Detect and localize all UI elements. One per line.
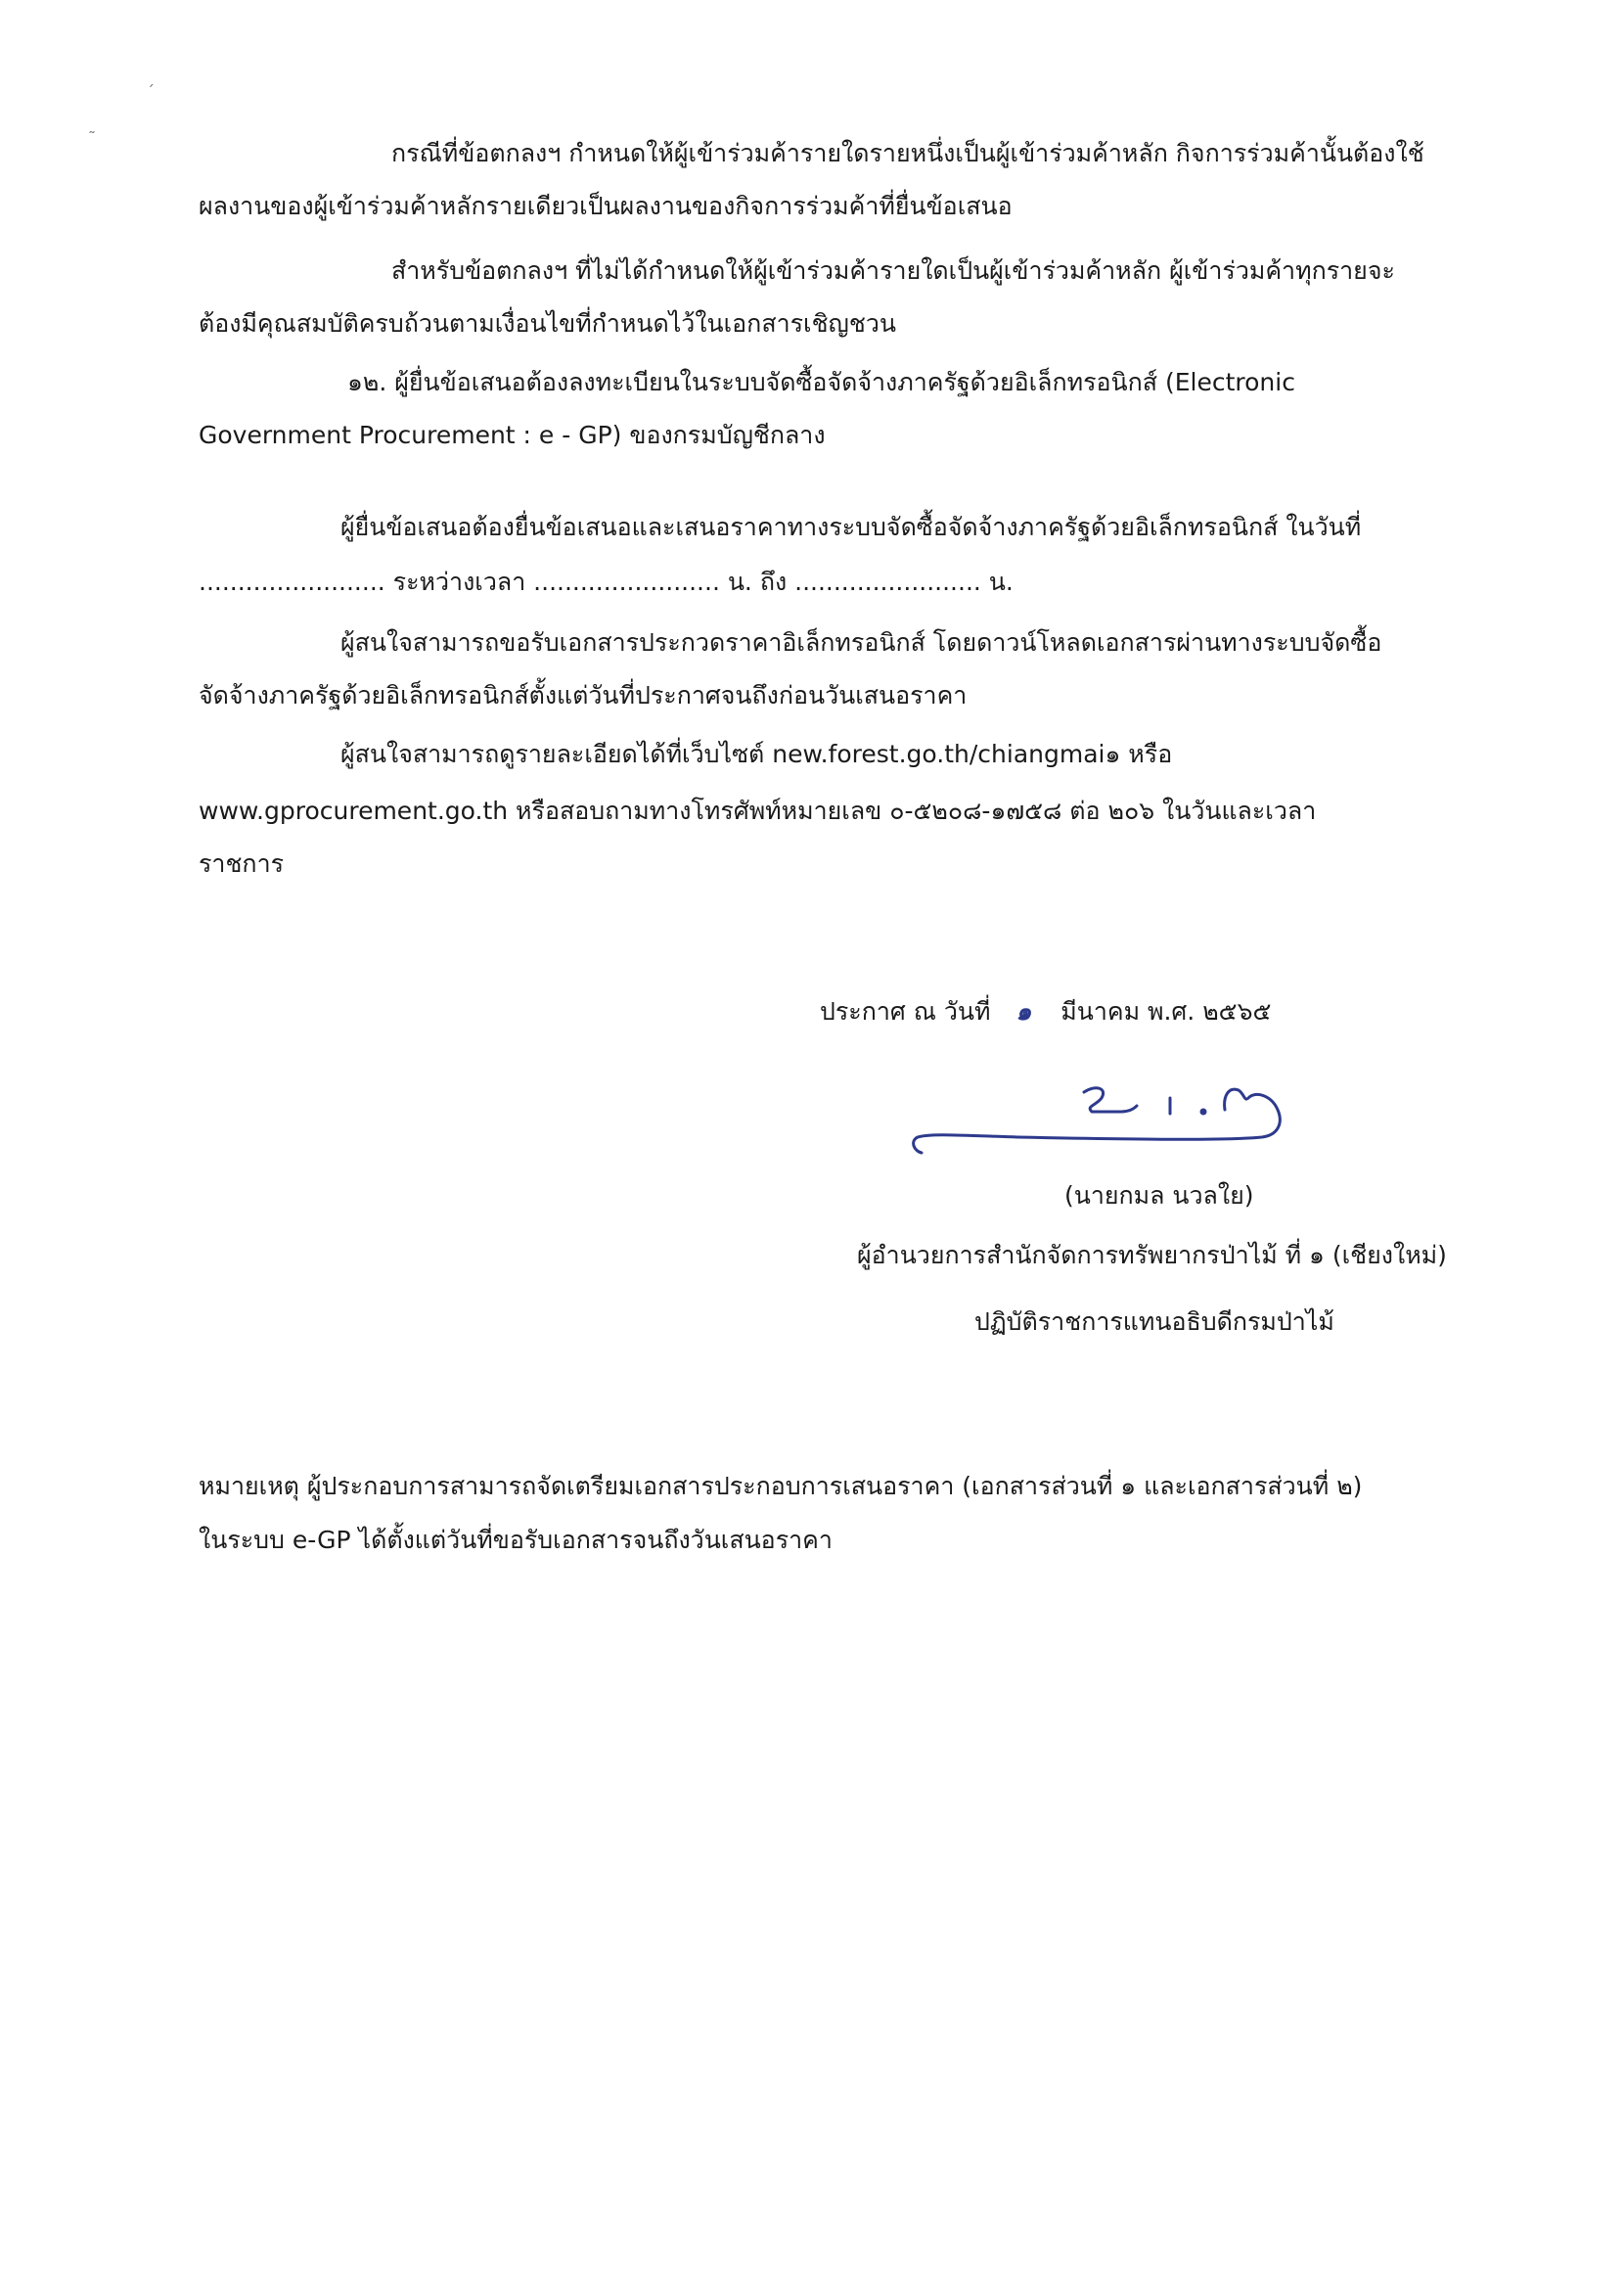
scan-speck: ˊ bbox=[147, 82, 155, 101]
signatory-name: (นายกมล นวลใย) bbox=[1064, 1181, 1254, 1210]
announce-suffix: มีนาคม พ.ศ. ๒๕๖๕ bbox=[1060, 997, 1272, 1026]
para2-line2: ต้องมีคุณสมบัติครบถ้วนตามเงื่อนไขที่กำหนดไว้ในเอกสารเชิญชวน bbox=[199, 309, 896, 338]
para4-line1: ผู้ยื่นข้อเสนอต้องยื่นข้อเสนอและเสนอราคาทางระบบจัดซื้อจัดจ้างภาครัฐด้วยอิเล็กทรอนิกส์ ในวันที่ bbox=[340, 513, 1362, 541]
signature-stroke bbox=[1084, 1088, 1137, 1112]
para1-line1: กรณีที่ข้อตกลงฯ กำหนดให้ผู้เข้าร่วมค้ารายใดรายหนึ่งเป็นผู้เข้าร่วมค้าหลัก กิจการร่วมค้านั้นต้องใช้ bbox=[391, 139, 1424, 167]
signature-stroke bbox=[914, 1089, 1281, 1153]
para6-line2: www.gprocurement.go.th หรือสอบถามทางโทรศัพท์หมายเลข ๐-๕๒๐๘-๑๗๕๘ ต่อ ๒๐๖ ในวันและเวลา bbox=[199, 797, 1317, 825]
note-line2: ในระบบ e-GP ได้ตั้งแต่วันที่ขอรับเอกสารจนถึงวันเสนอราคา bbox=[199, 1526, 833, 1554]
announce-date bbox=[820, 995, 1271, 1029]
para4-line2: ........................ ระหว่างเวลา ........................ น. ถึง ........................ น. bbox=[199, 568, 1014, 596]
handwritten-signature bbox=[900, 1076, 1311, 1174]
announce-prefix: ประกาศ ณ วันที่ bbox=[820, 997, 991, 1026]
scan-speck: ˷ bbox=[88, 115, 96, 134]
para5-line2: จัดจ้างภาครัฐด้วยอิเล็กทรอนิกส์ตั้งแต่วันที่ประกาศจนถึงก่อนวันเสนอราคา bbox=[199, 681, 968, 709]
signature-stroke bbox=[1201, 1110, 1205, 1114]
para6-line1: ผู้สนใจสามารถดูรายละเอียดได้ที่เว็บไซต์ new.forest.go.th/chiangmai๑ หรือ bbox=[340, 740, 1173, 768]
para3-line2: Government Procurement : e - GP) ของกรมบัญชีกลาง bbox=[199, 421, 826, 449]
signatory-position2: ปฏิบัติราชการแทนอธิบดีกรมป่าไม้ bbox=[974, 1307, 1334, 1336]
para6-line3: ราชการ bbox=[199, 849, 285, 878]
para1-line2: ผลงานของผู้เข้าร่วมค้าหลักรายเดียวเป็นผลงานของกิจการร่วมค้าที่ยื่นข้อเสนอ bbox=[199, 192, 1013, 220]
signatory-position1: ผู้อำนวยการสำนักจัดการทรัพยากรป่าไม้ ที่ ๑ (เชียงใหม่) bbox=[857, 1241, 1447, 1269]
note-line1: หมายเหตุ ผู้ประกอบการสามารถจัดเตรียมเอกสารประกอบการเสนอราคา (เอกสารส่วนที่ ๑ และเอกสารส่วนที่ ๒) bbox=[199, 1472, 1363, 1500]
para3-line1: ๑๒. ผู้ยื่นข้อเสนอต้องลงทะเบียนในระบบจัดซื้อจัดจ้างภาครัฐด้วยอิเล็กทรอนิกส์ (Electronic bbox=[347, 368, 1295, 396]
para5-line1: ผู้สนใจสามารถขอรับเอกสารประกวดราคาอิเล็กทรอนิกส์ โดยดาวน์โหลดเอกสารผ่านทางระบบจัดซื้อ bbox=[340, 628, 1382, 657]
announce-day-handwritten: ๑ bbox=[1015, 997, 1032, 1026]
para2-line1: สำหรับข้อตกลงฯ ที่ไม่ได้กำหนดให้ผู้เข้าร่วมค้ารายใดเป็นผู้เข้าร่วมค้าหลัก ผู้เข้าร่วมค้าทุกรายจะ bbox=[391, 256, 1395, 285]
